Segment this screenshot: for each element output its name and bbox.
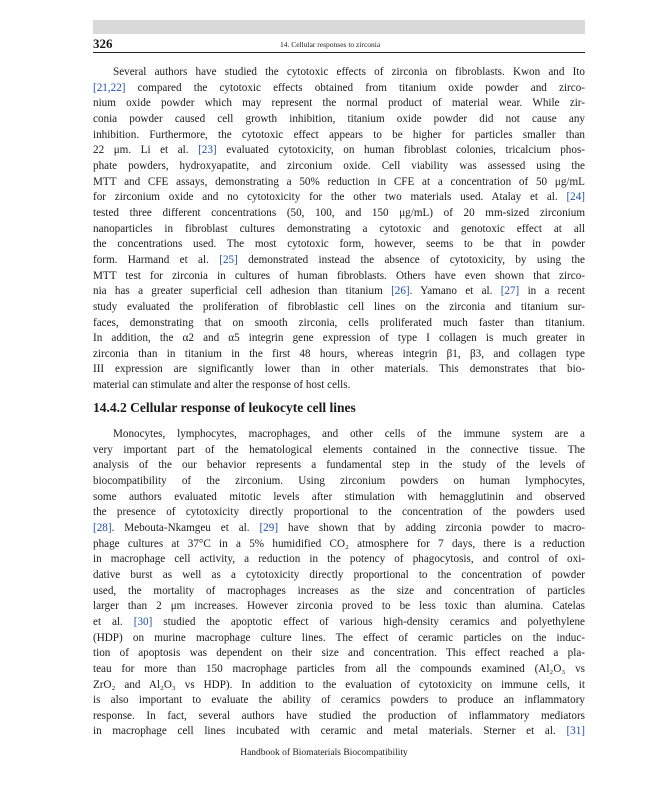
text-run: biocompatibility of the zirconium. Using zirconium powders on human lymphocytes, [93,474,585,487]
text-run: the presence of cytotoxicity directly proportional to the concentration of the powders used [93,506,585,519]
text-run: . Yamano et al. [409,285,501,298]
section-heading: 14.4.2 Cellular response of leukocyte cell lines [93,400,356,415]
citation-link[interactable]: [31] [566,725,585,738]
text-run: material can stimulate and alter the response of host cells. [93,379,351,392]
text-run: larger than 2 μm increases. However zirconia proved to be less toxic than alumina. Catelas [93,600,585,613]
citation-link[interactable]: [24] [566,191,585,204]
text-line [93,253,585,269]
text-line [93,378,585,394]
running-head: 14. Cellular responses to zirconia [280,40,381,49]
text-run: studied the apoptotic effect of various high-density ceramics and polyethylene [152,615,585,628]
citation-link[interactable]: [29] [259,521,279,534]
text-line [93,552,585,568]
text-line [93,678,585,694]
text-line [93,159,585,175]
citation-link[interactable]: [25] [219,253,238,266]
text-line [93,175,585,191]
text-line [93,474,585,490]
text-line [93,300,585,316]
text-run: MTT test for zirconia in cultures of human fibroblasts. Others have even shown that zirco- [93,269,585,282]
citation-link[interactable]: [23] [198,144,217,157]
text-line [93,347,585,363]
text-run: Several authors have studied the cytotoxic effects of zirconia on fibroblasts. Kwon and Ito [113,66,585,78]
text-run: (HDP) on murine macrophage culture lines. The effect of ceramic particles on the induc- [93,631,585,644]
text-run: phate powders, hydroxyapatite, and zirconium oxide. Cell viability was assessed using the [93,159,585,172]
text-run: response. In fact, several authors have studied the production of inflammatory mediators [93,709,585,722]
header-band [93,20,585,34]
text-line [93,269,585,285]
paragraph-leukocyte-response [93,427,585,740]
text-line [93,490,585,506]
text-run: teau for more than 150 macrophage particles from all the compounds examined (Al₂O₃ vs [93,662,585,675]
text-run: et al. [93,615,134,628]
citation-link[interactable]: [21,22] [93,81,126,94]
text-run: In addition, the α2 and α5 integrin gene expression of type I collagen is much greater in [93,332,585,345]
text-run: nium oxide powder which may represent the normal product of material wear. While zir- [93,97,585,110]
text-run: in macrophage cell activity, a reduction in the potency of phagocytosis, and control of oxi- [93,553,585,566]
citation-link[interactable]: [30] [133,615,153,628]
text-line [93,724,585,740]
text-run: ZrO₂ and Al₂O₃ vs HDP). In addition to the evaluation of cytotoxicity on immune cells, it [93,678,585,691]
text-line [93,206,585,222]
text-line [93,646,585,662]
text-run: analysis of the our behavior represents a fundamental step in the study of the levels of [93,459,585,472]
text-line [93,709,585,725]
header-divider [93,52,585,53]
text-run: for zirconium oxide and no cytotoxicity for the other two materials used. Atalay et al. [93,191,567,204]
text-run: demonstrated instead the absence of cytotoxicity, by using the [237,253,585,266]
text-line [93,237,585,253]
text-line [93,81,585,97]
text-line [93,443,585,459]
text-line [93,143,585,159]
text-run: compared the cytotoxic effects obtained from titanium oxide powder and zirco- [125,81,585,94]
text-run: dative burst as well as a cytotoxicity directly proportional to the concentration of powder [93,568,585,581]
text-run: in a recent [519,285,585,298]
text-line [93,537,585,553]
page-footer: Handbook of Biomaterials Biocompatibility [240,748,408,758]
text-run: conia powder caused cell growth inhibition, titanium oxide powder did not cause any [93,112,585,125]
text-line [93,505,585,521]
text-run: Monocytes, lymphocytes, macrophages, and other cells of the immune system are a [113,428,585,440]
text-line [93,615,585,631]
text-line [93,331,585,347]
text-run: zirconia than in titanium in the first 48 hours, whereas integrin β1, β3, and collagen type [93,347,585,360]
text-line [93,222,585,238]
text-run: used, the mortality of macrophages increases as the size and concentration of particles [93,584,585,597]
text-run: evaluated cytotoxicity, on human fibroblast colonies, tricalcium phos- [216,144,585,157]
citation-link[interactable]: [28] [93,521,112,534]
text-run: is also important to evaluate the ability of ceramics powders to produce an inflammatory [93,694,585,707]
text-line [93,112,585,128]
text-run: III expression are significantly lower than in other materials. This demonstrates that bio- [93,363,585,376]
text-line [93,362,585,378]
text-run: nanoparticles in fibroblast cultures demonstrating a cytotoxic and genotoxic effect at all [93,222,585,235]
page-number: 326 [93,36,113,51]
text-run: in macrophage cell lines incubated with ceramic and metal materials. Sterner et al. [93,725,567,738]
text-run: have shown that by adding zirconia powder to macro- [278,521,585,534]
text-run: 22 μm. Li et al. [93,144,199,157]
paragraph-fibroblast-cytotoxicity [93,65,585,394]
text-line [93,521,585,537]
text-run: some authors evaluated mitotic levels after stimulation with hemagglutinin and observed [93,490,585,503]
text-run: . Mebouta-Nkamgeu et al. [111,521,260,534]
text-line [93,458,585,474]
text-line [93,427,585,443]
text-line [93,662,585,678]
text-run: phage cultures at 37°C in a 5% humidified CO₂ atmosphere for 7 days, there is a reduction [93,537,585,550]
text-run: nia has a greater superficial cell adhesion than titanium [93,285,392,298]
text-line [93,693,585,709]
text-run: inhibition. Furthermore, the cytotoxic effect appears to be higher for particles smaller than [93,128,585,141]
text-line [93,284,585,300]
text-run: form. Harmand et al. [93,253,220,266]
text-run: faces, demonstrating that on smooth zirconia, cells proliferated much faster than titanium. [93,316,585,329]
citation-link[interactable]: [27] [500,285,520,298]
text-line [93,584,585,600]
text-run: very important part of the hematological elements contained in the connective tissue. The [93,443,585,456]
text-line [93,65,585,81]
text-line [93,190,585,206]
text-line [93,128,585,144]
text-line [93,631,585,647]
text-run: tion of apoptosis was dependent on their size and concentration. This effect reached a pla- [93,647,585,660]
text-line [93,568,585,584]
text-run: tested three different concentrations (50, 100, and 150 μg/mL) of 20 mm-sized zirconium [93,206,585,219]
text-run: the concentrations used. The most cytotoxic form, however, seems to be that in powder [93,238,585,251]
text-line [93,599,585,615]
text-run: study evaluated the proliferation of fibroblastic cell lines on the zirconia and titanium sur- [93,300,585,313]
text-line [93,316,585,332]
text-run: MTT and CFE assays, demonstrating a 50% reduction in CFE at a concentration of 50 μg/mL [93,175,585,188]
text-line [93,96,585,112]
citation-link[interactable]: [26] [391,285,410,298]
